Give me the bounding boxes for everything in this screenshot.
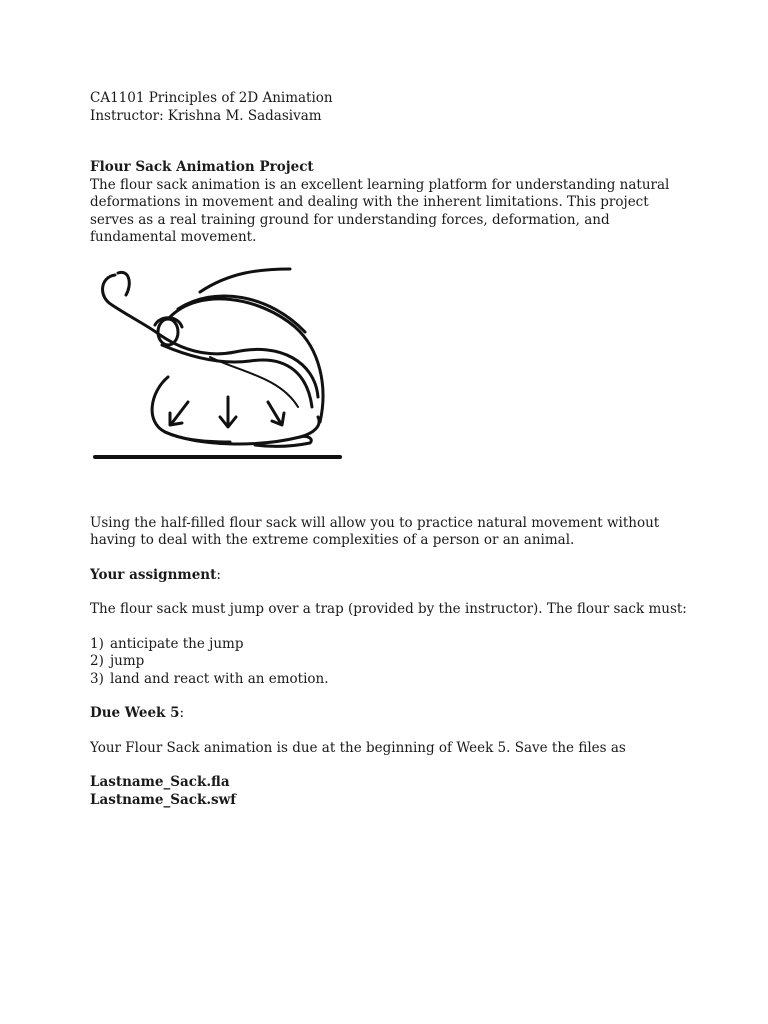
assignment-steps: [90, 636, 690, 689]
due-text: Your Flour Sack animation is due at the beginning of Week 5. Save the files as: [90, 739, 626, 756]
file-name-fla: Lastname_Sack.fla: [90, 774, 230, 790]
flour-sack-figure: [90, 257, 690, 497]
list-item-number: 3): [90, 670, 104, 687]
file-name-swf: Lastname_Sack.swf: [90, 791, 237, 808]
list-item: [90, 636, 690, 654]
assignment-heading-colon: :: [216, 566, 221, 583]
assignment-heading-text: Your assignment: [90, 566, 217, 583]
list-item-number: 2): [90, 653, 104, 669]
document-content: [90, 90, 690, 809]
assignment-heading: [90, 567, 690, 585]
file-names: [90, 774, 690, 809]
list-item: [90, 653, 690, 671]
half-filled-paragraph: Using the half-filled flour sack will allow you to practice natural movement without having to deal with the extreme complexities of a person or an animal.: [90, 514, 660, 548]
course-title: CA1101 Principles of 2D Animation: [90, 90, 333, 106]
due-heading-colon: :: [179, 705, 185, 721]
project-intro: The flour sack animation is an excellent learning platform for understanding natural deformations in movement and dealing with the inherent limitations. This project serves as a real training ground for understanding forces, deformation, and fundamental movement.: [90, 176, 670, 245]
list-item: [90, 671, 690, 689]
list-item-text: land and react with an emotion.: [110, 670, 329, 687]
assignment-text: The flour sack must jump over a trap (provided by the instructor). The flour sack must:: [90, 601, 687, 617]
list-item-text: jump: [110, 653, 145, 669]
flour-sack-sketch-icon: [90, 257, 360, 472]
list-item-text: anticipate the jump: [110, 635, 244, 652]
due-heading: [90, 705, 690, 723]
instructor-line: Instructor: Krishna M. Sadasivam: [90, 107, 322, 124]
list-item-number: 1): [90, 635, 104, 652]
due-heading-text: Due Week 5: [90, 705, 180, 721]
project-title: Flour Sack Animation Project: [90, 159, 314, 175]
